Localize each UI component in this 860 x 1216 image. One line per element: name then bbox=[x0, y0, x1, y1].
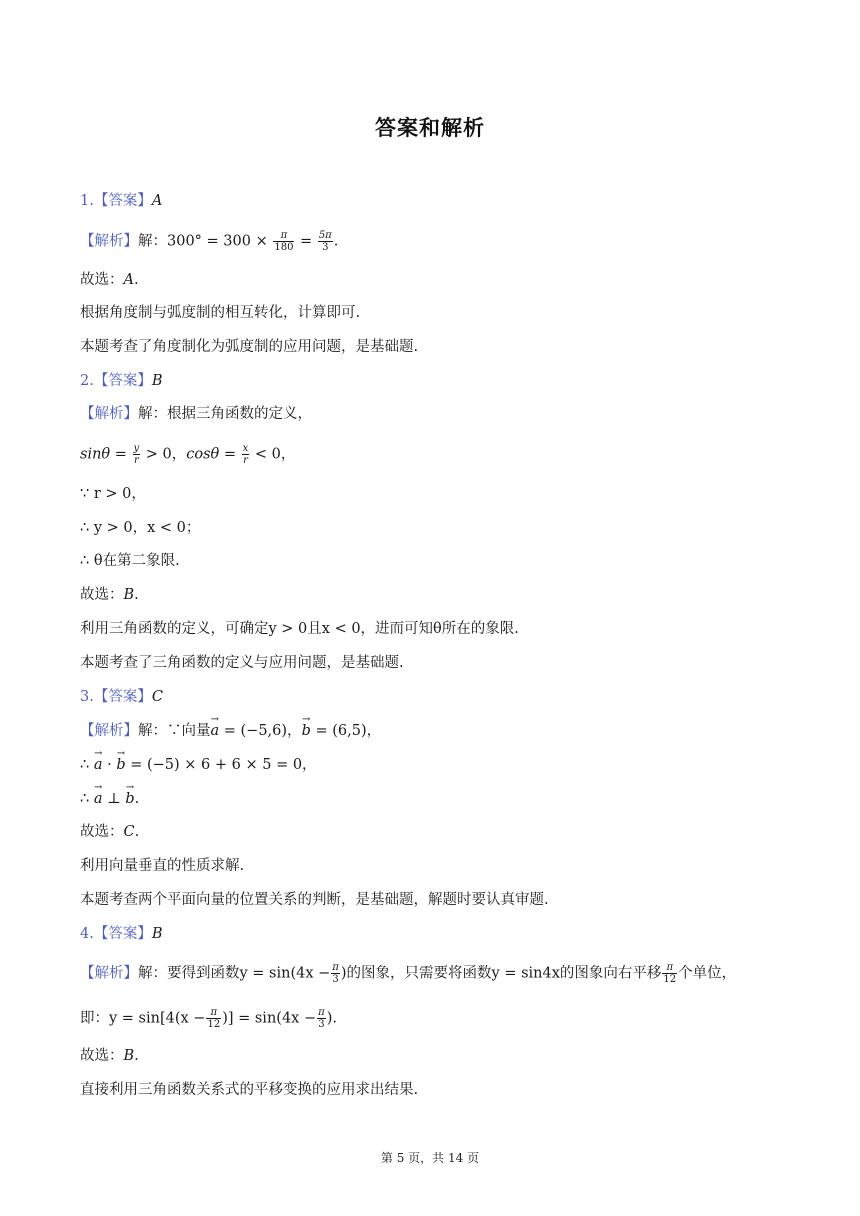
q4-line2-a: 即：y = sin[4(x − bbox=[80, 1010, 206, 1027]
numerator: π bbox=[318, 1007, 325, 1018]
therefore: ∴ bbox=[80, 757, 94, 773]
analysis-tag: 【解析】 bbox=[80, 406, 138, 422]
q3-choose: 故选：C. bbox=[80, 824, 140, 840]
answer-tag: 【答案】 bbox=[93, 193, 152, 209]
fraction-pi-3 bbox=[331, 962, 340, 985]
fraction-pi-12 bbox=[662, 962, 677, 985]
perp: ⊥ bbox=[102, 791, 126, 807]
q4-choose: 故选：B. bbox=[80, 1048, 139, 1064]
choose-value: B bbox=[123, 1048, 135, 1064]
vector-a: → a bbox=[211, 721, 220, 741]
denominator: 3 bbox=[332, 974, 339, 985]
q4-expr3: 个单位， bbox=[678, 965, 737, 982]
fraction-y-r bbox=[133, 443, 141, 466]
solve-label: 解： bbox=[138, 965, 167, 982]
q1-analysis-line bbox=[80, 230, 338, 253]
page-title: 答案和解析 bbox=[375, 116, 485, 140]
q4-line2-b: )] = sin(4x − bbox=[222, 1010, 317, 1027]
q3-note1: 利用向量垂直的性质求解. bbox=[80, 858, 245, 874]
q1-fraction-pi-180 bbox=[273, 230, 294, 253]
vector-b-value: = (6,5)， bbox=[310, 723, 382, 739]
fraction-x-r bbox=[242, 443, 250, 466]
denominator: 3 bbox=[322, 242, 329, 253]
q2-answer: B bbox=[151, 373, 163, 389]
choose-label: 故选： bbox=[80, 1048, 124, 1064]
q3-analysis-line bbox=[80, 721, 381, 741]
vector-b: → b bbox=[302, 721, 311, 741]
fraction-pi-3 bbox=[317, 1007, 326, 1030]
q3-text: ∵向量 bbox=[167, 723, 211, 739]
choose-value: A bbox=[123, 272, 134, 288]
therefore: ∴ bbox=[80, 791, 94, 807]
denominator: 12 bbox=[663, 974, 677, 985]
numerator: π bbox=[273, 230, 294, 242]
choose-value: B bbox=[123, 587, 135, 603]
denominator: r bbox=[243, 455, 248, 466]
q4-line2-c: ). bbox=[326, 1010, 337, 1027]
dot-result: = (−5) × 6 + 6 × 5 = 0， bbox=[125, 757, 317, 773]
q3-number: 3. bbox=[80, 689, 94, 705]
choose-value: C bbox=[123, 824, 135, 840]
numerator: π bbox=[332, 962, 339, 973]
page-footer: 第 5 页，共 14 页 bbox=[380, 1151, 480, 1165]
cos-expr: cosθ = bbox=[186, 446, 237, 463]
q4-expr1: 要得到函数y = sin(4x − bbox=[167, 965, 331, 982]
q2-choose: 故选：B. bbox=[80, 587, 139, 603]
q2-note2: 本题考查了三角函数的定义与应用问题，是基础题. bbox=[80, 655, 404, 671]
q2-sin-cos-line bbox=[80, 443, 295, 466]
gt-zero: > 0， bbox=[145, 446, 187, 463]
denominator: 12 bbox=[207, 1019, 221, 1030]
period: . bbox=[134, 791, 140, 807]
numerator: x bbox=[242, 443, 249, 454]
q1-note2: 本题考查了角度制化为弧度制的应用问题，是基础题. bbox=[80, 339, 419, 355]
q4-line2 bbox=[80, 1007, 337, 1030]
answer-tag: 【答案】 bbox=[93, 373, 152, 389]
solve-label: 解： bbox=[138, 723, 167, 739]
analysis-tag: 【解析】 bbox=[80, 233, 138, 250]
dot: · bbox=[102, 757, 117, 773]
numerator: π bbox=[662, 962, 677, 974]
lt-zero: < 0， bbox=[254, 446, 296, 463]
q4-answer-line bbox=[80, 924, 163, 944]
vector-b: → b bbox=[116, 755, 125, 775]
q2-line4: ∴ y > 0，x < 0； bbox=[80, 520, 201, 536]
period: . bbox=[333, 233, 339, 250]
q1-number: 1. bbox=[80, 193, 94, 209]
q4-analysis-line bbox=[80, 962, 736, 985]
q3-answer-line bbox=[80, 687, 163, 707]
q2-number: 2. bbox=[80, 373, 94, 389]
q3-answer: C bbox=[151, 689, 163, 705]
fraction-pi-12 bbox=[206, 1007, 221, 1030]
numerator: 5π bbox=[318, 230, 332, 241]
solve-label: 解： bbox=[138, 233, 167, 250]
q4-answer: B bbox=[151, 926, 163, 942]
vector-a: → a bbox=[94, 755, 103, 775]
q2-answer-line bbox=[80, 371, 163, 391]
equals: = bbox=[300, 233, 313, 250]
vector-b: → b bbox=[125, 789, 134, 809]
q1-answer: A bbox=[151, 193, 163, 209]
choose-label: 故选： bbox=[80, 587, 124, 603]
q3-note2: 本题考查两个平面向量的位置关系的判断，是基础题，解题时要认真审题. bbox=[80, 892, 549, 908]
q2-analysis-line bbox=[80, 404, 312, 424]
denominator: r bbox=[133, 455, 139, 466]
q2-line3: ∵ r > 0， bbox=[80, 486, 146, 502]
q2-text: 根据三角函数的定义， bbox=[167, 406, 312, 422]
answer-tag: 【答案】 bbox=[93, 926, 152, 942]
choose-label: 故选： bbox=[80, 272, 124, 288]
answer-tag: 【答案】 bbox=[93, 689, 152, 705]
sin-expr: sinθ = bbox=[80, 446, 127, 463]
q3-dot-line bbox=[80, 755, 317, 775]
denominator: 180 bbox=[274, 242, 294, 253]
q1-fraction-5pi-3 bbox=[318, 230, 333, 253]
numerator: π bbox=[206, 1007, 221, 1019]
analysis-tag: 【解析】 bbox=[80, 723, 138, 739]
denominator: 3 bbox=[318, 1019, 325, 1030]
q4-note1: 直接利用三角函数关系式的平移变换的应用求出结果. bbox=[80, 1082, 419, 1098]
q3-perp-line bbox=[80, 789, 139, 809]
q1-choose: 故选：A. bbox=[80, 272, 139, 288]
q2-note1: 利用三角函数的定义，可确定y > 0且x < 0，进而可知θ所在的象限. bbox=[80, 621, 519, 637]
q4-number: 4. bbox=[80, 926, 94, 942]
q1-expr: 300° = 300 × bbox=[167, 233, 268, 250]
solve-label: 解： bbox=[138, 406, 167, 422]
analysis-tag: 【解析】 bbox=[80, 965, 138, 982]
vector-a: → a bbox=[94, 789, 103, 809]
choose-label: 故选： bbox=[80, 824, 124, 840]
vector-a-value: = (−5,6)， bbox=[219, 723, 302, 739]
q1-note1: 根据角度制与弧度制的相互转化，计算即可. bbox=[80, 305, 361, 321]
q4-expr2: )的图象，只需要将函数y = sin4x的图象向右平移 bbox=[340, 965, 662, 982]
numerator: y bbox=[133, 443, 140, 454]
q1-answer-line bbox=[80, 191, 162, 211]
q2-line5: ∴ θ在第二象限. bbox=[80, 553, 180, 569]
